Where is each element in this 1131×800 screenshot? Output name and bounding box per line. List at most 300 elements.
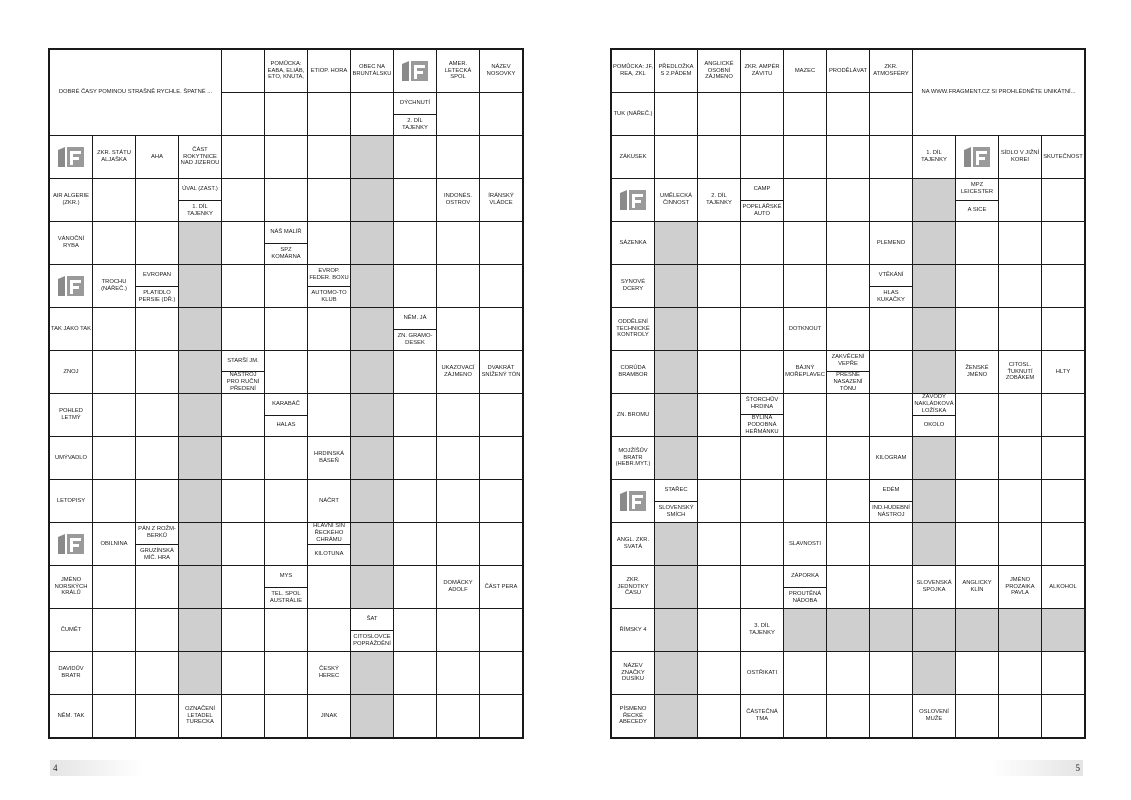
clue-text: 2. DÍL TAJENKY (706, 193, 732, 206)
answer-cell[interactable] (1042, 265, 1086, 308)
answer-cell[interactable] (741, 566, 784, 609)
answer-cell[interactable] (480, 523, 524, 566)
clue-cell (611, 93, 655, 136)
answer-cell[interactable] (827, 222, 870, 265)
answer-cell[interactable] (956, 652, 999, 695)
answer-cell[interactable] (222, 652, 265, 695)
clue-text: DVAKRÁT SNÍŽENÝ TÓN (481, 365, 521, 378)
split-clue-cell (870, 265, 913, 308)
answer-cell[interactable] (784, 265, 827, 308)
answer-cell[interactable] (1042, 437, 1086, 480)
answer-cell[interactable] (1042, 222, 1086, 265)
answer-cell[interactable] (265, 351, 308, 394)
clue-text: KARABÁČ (272, 400, 300, 407)
answer-cell[interactable] (999, 308, 1042, 351)
answer-cell[interactable] (827, 308, 870, 351)
answer-cell[interactable] (698, 93, 741, 136)
answer-cell[interactable] (437, 695, 480, 739)
clue-text: PRODĚLÁVAT (828, 67, 868, 74)
answer-cell[interactable] (308, 308, 351, 351)
shaded-cell (870, 609, 913, 652)
answer-cell[interactable] (741, 351, 784, 394)
answer-cell[interactable] (870, 136, 913, 179)
clue-cell (179, 695, 222, 739)
answer-cell[interactable] (480, 652, 524, 695)
answer-cell[interactable] (870, 308, 913, 351)
answer-cell[interactable] (222, 265, 265, 308)
answer-cell[interactable] (741, 308, 784, 351)
answer-cell[interactable] (741, 523, 784, 566)
answer-cell[interactable] (437, 480, 480, 523)
answer-cell[interactable] (480, 437, 524, 480)
clue-text: ÍRÁNSKÝ VLÁDCE (488, 193, 514, 206)
answer-cell[interactable] (136, 480, 179, 523)
answer-cell[interactable] (698, 437, 741, 480)
clue-text: SLOVENSKÝ SMÍCH (655, 501, 697, 523)
answer-cell[interactable] (741, 222, 784, 265)
answer-cell[interactable] (222, 480, 265, 523)
answer-cell[interactable] (741, 437, 784, 480)
clue-text: SYNOVÉ DCERY (620, 279, 646, 292)
shaded-cell (956, 609, 999, 652)
answer-cell[interactable] (480, 609, 524, 652)
answer-cell[interactable] (827, 394, 870, 437)
answer-cell[interactable] (1042, 480, 1086, 523)
clue-cell (999, 136, 1042, 179)
answer-cell[interactable] (741, 93, 784, 136)
clue-cell (49, 351, 93, 394)
clue-text: ŠTORCHŮV HRDINA (745, 397, 779, 411)
answer-cell[interactable] (437, 265, 480, 308)
answer-cell[interactable] (827, 523, 870, 566)
answer-cell[interactable] (93, 652, 136, 695)
clue-text: ZN. GRAMO-DESEK (394, 329, 436, 351)
clue-text: HLAVNÍ SÍŇ ŘECKÉHO CHRÁMU (313, 523, 345, 543)
answer-cell[interactable] (394, 695, 437, 739)
shaded-cell (179, 222, 222, 265)
answer-cell[interactable] (870, 351, 913, 394)
shaded-cell (655, 394, 698, 437)
answer-cell[interactable] (698, 695, 741, 739)
answer-cell[interactable] (999, 695, 1042, 739)
shaded-cell (655, 222, 698, 265)
clue-cell (93, 523, 136, 566)
answer-cell[interactable] (1042, 523, 1086, 566)
split-clue-cell (827, 351, 870, 394)
answer-cell[interactable] (394, 179, 437, 222)
answer-cell[interactable] (437, 308, 480, 351)
answer-cell[interactable] (480, 480, 524, 523)
clue-cell (741, 695, 784, 739)
answer-cell[interactable] (265, 480, 308, 523)
answer-cell[interactable] (437, 609, 480, 652)
grid-row (611, 222, 1085, 265)
answer-cell[interactable] (265, 308, 308, 351)
grid-row (611, 265, 1085, 308)
answer-cell[interactable] (308, 179, 351, 222)
clue-text: CITOSLOVCE POPRÁŽDĚNÍ (351, 630, 393, 652)
answer-cell[interactable] (136, 351, 179, 394)
answer-cell[interactable] (222, 566, 265, 609)
answer-cell[interactable] (437, 93, 480, 136)
clue-text: ČÁST PERA (484, 583, 518, 590)
answer-cell[interactable] (784, 480, 827, 523)
answer-cell[interactable] (222, 179, 265, 222)
answer-cell[interactable] (870, 695, 913, 739)
clue-text: TEL. SPOL AUSTRÁLIE (265, 587, 307, 609)
answer-cell[interactable] (1042, 394, 1086, 437)
clue-cell (611, 609, 655, 652)
answer-cell[interactable] (1042, 695, 1086, 739)
clue-text: SÁZENKA (619, 239, 647, 246)
answer-cell[interactable] (870, 566, 913, 609)
clue-cell (49, 652, 93, 695)
answer-cell[interactable] (394, 136, 437, 179)
shaded-cell (655, 523, 698, 566)
shaded-cell (179, 308, 222, 351)
answer-cell[interactable] (870, 523, 913, 566)
clue-text: ZKR. JEDNOTKY ČASU (617, 576, 649, 597)
clue-cell (49, 437, 93, 480)
clue-text: PÁN Z ROŽM-BERKŮ (138, 526, 176, 540)
answer-cell[interactable] (741, 480, 784, 523)
answer-cell[interactable] (265, 609, 308, 652)
answer-cell[interactable] (784, 179, 827, 222)
clue-cell (611, 222, 655, 265)
answer-cell[interactable] (308, 136, 351, 179)
answer-cell[interactable] (784, 222, 827, 265)
answer-cell[interactable] (93, 179, 136, 222)
grid-row (49, 523, 523, 566)
answer-cell[interactable] (827, 179, 870, 222)
shaded-cell (655, 652, 698, 695)
clue-text: OSTŘIKATI (746, 669, 778, 676)
clue-cell (308, 49, 351, 93)
answer-cell[interactable] (394, 222, 437, 265)
answer-cell[interactable] (956, 480, 999, 523)
clue-text: OSLOVENÍ MUŽE (919, 709, 949, 722)
answer-cell[interactable] (698, 566, 741, 609)
clue-text: UMĚLECKÁ ČINNOST (660, 193, 692, 206)
clue-cell (308, 437, 351, 480)
answer-cell[interactable] (136, 609, 179, 652)
clue-text: AIR ALGERIE (ZKR.) (52, 193, 90, 206)
answer-cell[interactable] (827, 480, 870, 523)
answer-cell[interactable] (870, 93, 913, 136)
answer-cell[interactable] (480, 136, 524, 179)
answer-cell[interactable] (480, 93, 524, 136)
answer-cell[interactable] (956, 523, 999, 566)
fragment-logo-icon (611, 179, 655, 222)
clue-text: PŘEDLOŽKA S 2.PÁDEM (658, 64, 694, 77)
grid-row (49, 222, 523, 265)
answer-cell[interactable] (741, 136, 784, 179)
answer-cell[interactable] (265, 652, 308, 695)
grid-row (49, 49, 523, 93)
promo-text: DOBRÉ ČASY POMINOU STRAŠNĚ RYCHLE. ŠPATNÉ ... (49, 49, 222, 136)
grid-row (49, 652, 523, 695)
clue-cell (49, 566, 93, 609)
answer-cell[interactable] (827, 93, 870, 136)
answer-cell[interactable] (265, 437, 308, 480)
clue-text: DÝCHNUTÍ (400, 99, 430, 106)
clue-cell (956, 566, 999, 609)
answer-cell[interactable] (93, 480, 136, 523)
answer-cell[interactable] (265, 265, 308, 308)
clue-text: MOJŽÍŠŮV BRATR (HEBR.MYT.) (615, 447, 651, 468)
answer-cell[interactable] (698, 222, 741, 265)
answer-cell[interactable] (1042, 652, 1086, 695)
answer-cell[interactable] (136, 566, 179, 609)
answer-cell[interactable] (698, 652, 741, 695)
answer-cell[interactable] (698, 609, 741, 652)
answer-cell[interactable] (999, 652, 1042, 695)
answer-cell[interactable] (308, 93, 351, 136)
clue-text: HLTY (1055, 368, 1071, 375)
answer-cell[interactable] (308, 566, 351, 609)
answer-cell[interactable] (655, 93, 698, 136)
answer-cell[interactable] (870, 394, 913, 437)
split-clue-cell (394, 93, 437, 136)
clue-cell (611, 49, 655, 93)
answer-cell[interactable] (93, 566, 136, 609)
grid-row (49, 695, 523, 739)
answer-cell[interactable] (784, 437, 827, 480)
clue-cell (870, 222, 913, 265)
answer-cell[interactable] (827, 695, 870, 739)
grid-row (611, 695, 1085, 739)
answer-cell[interactable] (265, 695, 308, 739)
answer-cell[interactable] (698, 351, 741, 394)
clue-cell (913, 136, 956, 179)
answer-cell[interactable] (956, 695, 999, 739)
answer-cell[interactable] (956, 394, 999, 437)
answer-cell[interactable] (394, 566, 437, 609)
answer-cell[interactable] (784, 695, 827, 739)
answer-cell[interactable] (222, 394, 265, 437)
clue-text: ANGL. ZKR. SVATÁ (616, 537, 650, 550)
answer-cell[interactable] (437, 136, 480, 179)
answer-cell[interactable] (265, 136, 308, 179)
answer-cell[interactable] (956, 265, 999, 308)
clue-text: PLEMENO (876, 239, 906, 246)
shaded-cell (351, 308, 394, 351)
answer-cell[interactable] (437, 394, 480, 437)
answer-cell[interactable] (394, 480, 437, 523)
clue-text: OZNAČENÍ LETADEL TURECKA (185, 705, 215, 726)
answer-cell[interactable] (784, 136, 827, 179)
answer-cell[interactable] (308, 351, 351, 394)
answer-cell[interactable] (136, 179, 179, 222)
fragment-logo-icon (394, 49, 437, 93)
fragment-logo-icon (49, 523, 93, 566)
answer-cell[interactable] (480, 265, 524, 308)
clue-cell (49, 480, 93, 523)
answer-cell[interactable] (437, 523, 480, 566)
answer-cell[interactable] (222, 609, 265, 652)
split-clue-cell (179, 179, 222, 222)
clue-text: PLATIDLO PERSIE (DŘ.) (136, 286, 178, 308)
answer-cell[interactable] (222, 136, 265, 179)
answer-cell[interactable] (437, 652, 480, 695)
shaded-cell (913, 652, 956, 695)
clue-text: JMÉNO NORSKÝCH KRÁLŮ (54, 576, 88, 597)
answer-cell[interactable] (827, 437, 870, 480)
shaded-cell (351, 480, 394, 523)
answer-cell[interactable] (394, 265, 437, 308)
answer-cell[interactable] (956, 308, 999, 351)
answer-cell[interactable] (698, 265, 741, 308)
answer-cell[interactable] (956, 437, 999, 480)
clue-cell (437, 566, 480, 609)
answer-cell[interactable] (1042, 308, 1086, 351)
answer-cell[interactable] (827, 265, 870, 308)
answer-cell[interactable] (394, 609, 437, 652)
answer-cell[interactable] (93, 308, 136, 351)
clue-text: NĚM. TAK (57, 712, 85, 719)
grid-row (611, 179, 1085, 222)
clue-text: CITOSL. ŤUKNUTÍ ZOBÁKEM (1005, 361, 1035, 382)
grid-row (611, 437, 1085, 480)
clue-text: JMÉNO PROZAIKA PAVLA (1005, 576, 1035, 597)
shaded-cell (655, 695, 698, 739)
answer-cell[interactable] (999, 437, 1042, 480)
shaded-cell (179, 394, 222, 437)
clue-text: 1. DÍL TAJENKY (179, 200, 221, 222)
answer-cell[interactable] (394, 394, 437, 437)
answer-cell[interactable] (136, 394, 179, 437)
answer-cell[interactable] (351, 93, 394, 136)
answer-cell[interactable] (437, 437, 480, 480)
answer-cell[interactable] (265, 523, 308, 566)
answer-cell[interactable] (827, 136, 870, 179)
answer-cell[interactable] (999, 394, 1042, 437)
answer-cell[interactable] (999, 222, 1042, 265)
answer-cell[interactable] (480, 394, 524, 437)
page-number-left: 4 (50, 760, 143, 776)
answer-cell[interactable] (93, 222, 136, 265)
shaded-cell (784, 609, 827, 652)
answer-cell[interactable] (1042, 179, 1086, 222)
answer-cell[interactable] (93, 394, 136, 437)
answer-cell[interactable] (308, 222, 351, 265)
answer-cell[interactable] (480, 695, 524, 739)
answer-cell[interactable] (698, 523, 741, 566)
shaded-cell (179, 480, 222, 523)
answer-cell[interactable] (480, 308, 524, 351)
grid-row (611, 49, 1085, 93)
split-clue-cell (913, 394, 956, 437)
answer-cell[interactable] (394, 437, 437, 480)
answer-cell[interactable] (222, 308, 265, 351)
answer-cell[interactable] (222, 523, 265, 566)
answer-cell[interactable] (999, 265, 1042, 308)
answer-cell[interactable] (265, 179, 308, 222)
grid-row (611, 394, 1085, 437)
answer-cell[interactable] (827, 566, 870, 609)
clue-cell (655, 49, 698, 93)
clue-text: MYS (279, 572, 293, 579)
answer-cell[interactable] (222, 222, 265, 265)
answer-cell[interactable] (827, 652, 870, 695)
clue-cell (611, 351, 655, 394)
grid-row (49, 136, 523, 179)
answer-cell[interactable] (870, 179, 913, 222)
answer-cell[interactable] (741, 265, 784, 308)
answer-cell[interactable] (308, 394, 351, 437)
answer-cell[interactable] (698, 480, 741, 523)
clue-text: SPZ KOMÁRNA (265, 243, 307, 265)
clue-cell (308, 652, 351, 695)
answer-cell[interactable] (136, 652, 179, 695)
answer-cell[interactable] (394, 351, 437, 394)
clue-text: 1. DÍL TAJENKY (921, 150, 947, 163)
answer-cell[interactable] (222, 695, 265, 739)
answer-cell[interactable] (136, 308, 179, 351)
answer-cell[interactable] (265, 93, 308, 136)
clue-cell (49, 394, 93, 437)
answer-cell[interactable] (93, 437, 136, 480)
answer-cell[interactable] (136, 222, 179, 265)
answer-cell[interactable] (999, 523, 1042, 566)
clue-text: OBEC NA BRUNTÁLSKU (352, 64, 392, 77)
grid-row (49, 480, 523, 523)
clue-text: ZÁKUSEK (619, 153, 647, 160)
clue-text: ŽENSKÉ JMÉNO (965, 365, 989, 378)
clue-text: NÁŠ MALÍŘ (270, 228, 302, 235)
answer-cell[interactable] (698, 394, 741, 437)
answer-cell[interactable] (784, 652, 827, 695)
shaded-cell (655, 609, 698, 652)
answer-cell[interactable] (999, 179, 1042, 222)
answer-cell[interactable] (222, 437, 265, 480)
clue-text: ŘÍMSKY 4 (619, 626, 647, 633)
shaded-cell (179, 523, 222, 566)
answer-cell[interactable] (999, 480, 1042, 523)
answer-cell[interactable] (136, 695, 179, 739)
answer-cell[interactable] (394, 652, 437, 695)
answer-cell[interactable] (437, 222, 480, 265)
answer-cell[interactable] (698, 308, 741, 351)
answer-cell[interactable] (308, 609, 351, 652)
answer-cell[interactable] (698, 136, 741, 179)
clue-text: MPZ LEICESTER (960, 182, 994, 196)
grid-row (49, 437, 523, 480)
answer-cell[interactable] (93, 609, 136, 652)
fragment-logo-icon (49, 136, 93, 179)
answer-cell[interactable] (480, 222, 524, 265)
answer-cell[interactable] (784, 93, 827, 136)
shaded-cell (179, 609, 222, 652)
answer-cell[interactable] (136, 437, 179, 480)
grid-row (611, 136, 1085, 179)
clue-text: PROUTĚNÁ NÁDOBA (784, 587, 826, 609)
answer-cell[interactable] (956, 222, 999, 265)
clue-text: MAZEC (794, 67, 816, 74)
grid-row (611, 609, 1085, 652)
answer-cell[interactable] (870, 652, 913, 695)
grid-row (49, 265, 523, 308)
answer-cell[interactable] (394, 523, 437, 566)
grid-row (611, 652, 1085, 695)
clue-text: ÚVAL (ZAST.) (182, 185, 218, 192)
answer-cell[interactable] (655, 136, 698, 179)
clue-text: ANGLICKÉ OSOBNÍ ZÁJMENO (704, 60, 734, 81)
answer-cell[interactable] (93, 351, 136, 394)
answer-cell[interactable] (784, 394, 827, 437)
answer-cell[interactable] (93, 695, 136, 739)
shaded-cell (913, 351, 956, 394)
